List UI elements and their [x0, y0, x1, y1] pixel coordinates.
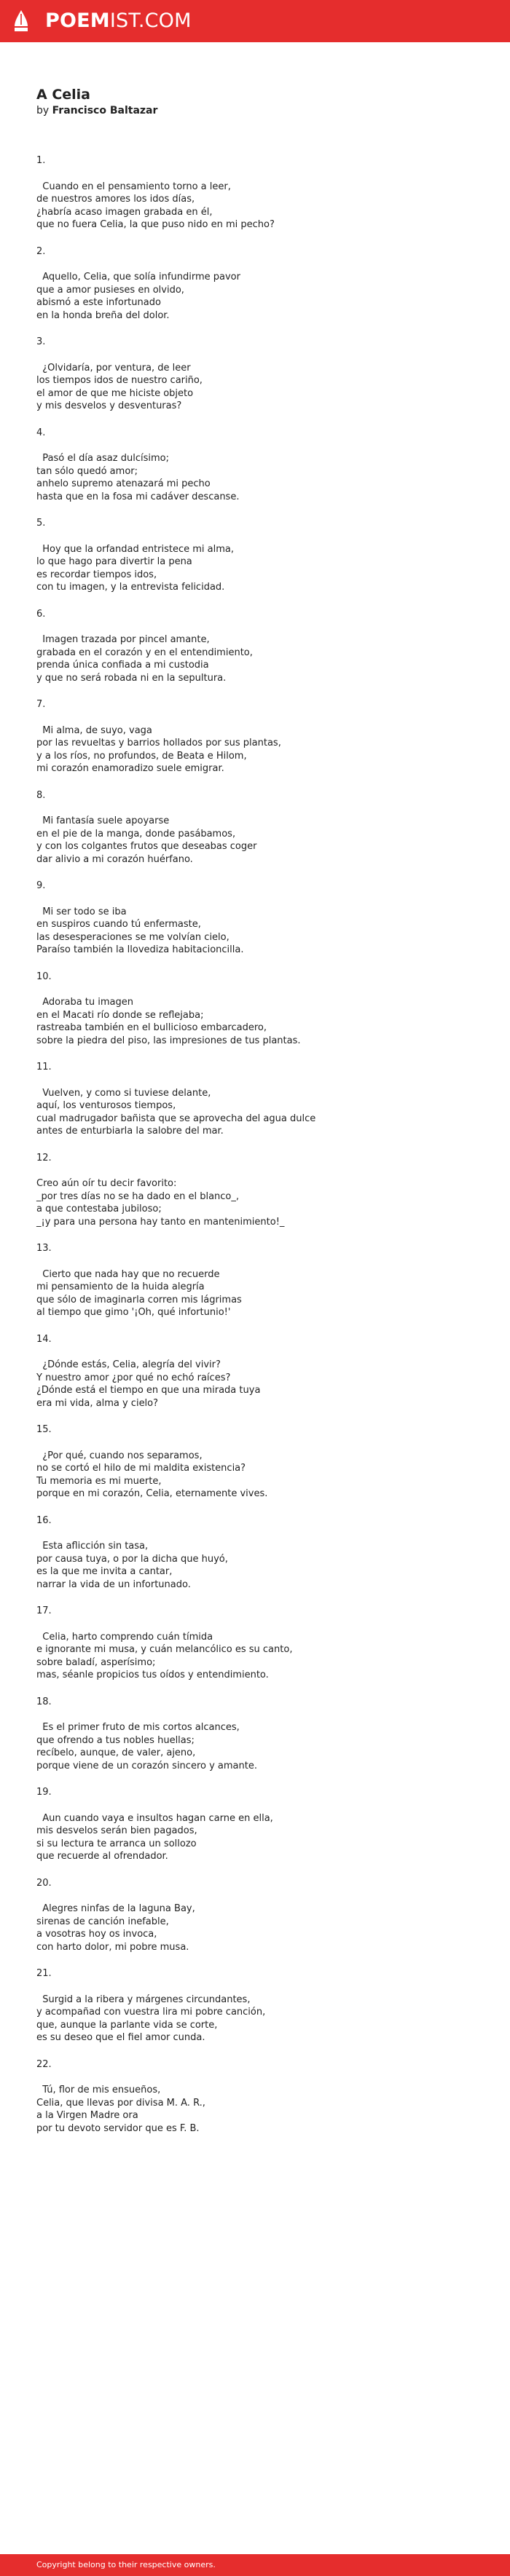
poem-line: sobre la piedra del piso, las impresiones de tus plantas. — [36, 1035, 301, 1046]
poem-line: ¿Olvidaría, por ventura, de leer — [36, 362, 191, 374]
stanza-lines — [36, 181, 488, 232]
poem-line: mi pensamiento de la huida alegría — [36, 1281, 205, 1292]
poem-stanza — [36, 880, 488, 957]
poem-line: rastreaba también en el bullicioso embarcadero, — [36, 1022, 267, 1033]
stanza-lines — [36, 996, 488, 1047]
poem-stanza — [36, 427, 488, 504]
poem-line: Mi ser todo se iba — [36, 906, 127, 917]
poem-stanza — [36, 971, 488, 1048]
poem-line: Aquello, Celia, que solía infundirme pavor — [36, 272, 240, 283]
poem-stanza — [36, 1877, 488, 1954]
poem-line: lo que hago para divertir la pena — [36, 556, 192, 567]
poem-line: hasta que en la fosa mi cadáver descanse. — [36, 491, 240, 502]
poem-line: Surgid a la ribera y márgenes circundantes, — [36, 1994, 251, 2005]
stanza-number: 17. — [36, 1605, 52, 1616]
byline-prefix: by — [36, 105, 50, 116]
poem-line: en la honda breña del dolor. — [36, 309, 170, 321]
poem-line: Cuando en el pensamiento torno a leer, — [36, 181, 231, 192]
poem-line: sirenas de canción inefable, — [36, 1916, 169, 1927]
poem-line: Alegres ninfas de la laguna Bay, — [36, 1903, 195, 1914]
poem-stanza — [36, 517, 488, 594]
poem-line: ¿Dónde está el tiempo en que una mirada tuya — [36, 1385, 261, 1396]
poem-stanza — [36, 1514, 488, 1592]
poem-line: ¿Por qué, cuando nos separamos, — [36, 1450, 203, 1461]
poem-line: Imagen trazada por pincel amante, — [36, 634, 210, 645]
poem-line: con harto dolor, mi pobre musa. — [36, 1941, 189, 1953]
poem-line: ¿Dónde estás, Celia, alegría del vivir? — [36, 1359, 221, 1370]
poem-line: con tu imagen, y la entrevista felicidad. — [36, 582, 225, 593]
stanza-number: 16. — [36, 1514, 52, 1526]
poem-stanza — [36, 1061, 488, 1138]
poem-line: que, aunque la parlante vida se corte, — [36, 2019, 218, 2031]
stanza-number: 13. — [36, 1243, 52, 1254]
poem-line: Tu memoria es mi muerte, — [36, 1475, 162, 1487]
poem-line: es la que me invita a cantar, — [36, 1566, 173, 1577]
poem-line: Es el primer fruto de mis cortos alcances, — [36, 1722, 240, 1733]
poem-line: las desesperaciones se me volvían cielo, — [36, 931, 230, 943]
poem-line: y acompañad con vuestra lira mi pobre canción, — [36, 2007, 266, 2018]
stanza-number: 6. — [36, 608, 46, 620]
stanza-lines — [36, 362, 488, 413]
poem-line: Celia, que llevas por divisa M. A. R., — [36, 2097, 205, 2109]
poem-line: a la Virgen Madre ora — [36, 2110, 138, 2121]
poem-line: Y nuestro amor ¿por qué no echó raíces? — [36, 1372, 231, 1383]
poem-stanza — [36, 1605, 488, 1682]
poem-stanzas — [36, 154, 488, 2135]
poem-title: A Celia — [36, 87, 90, 103]
poem-line: Aun cuando vaya e insultos hagan carne en ella, — [36, 1812, 273, 1824]
poem-line: narrar la vida de un infortunado. — [36, 1579, 191, 1590]
logo-rest-text: IST.COM — [109, 9, 192, 32]
stanza-number: 3. — [36, 336, 46, 347]
poem-line: el amor de que me hiciste objeto — [36, 387, 194, 399]
poem-line: _por tres días no se ha dado en el blanco_, — [36, 1190, 240, 1202]
logo-bold-text: POEM — [45, 9, 110, 32]
poem-stanza — [36, 154, 488, 232]
footer-copyright: Copyright belong to their respective owners. — [36, 2560, 216, 2569]
poem-line: dar alivio a mi corazón huérfano. — [36, 853, 193, 865]
poem-line: Pasó el día asaz dulcísimo; — [36, 453, 169, 464]
stanza-number: 19. — [36, 1787, 52, 1798]
site-logo[interactable] — [45, 8, 192, 34]
poem-stanza — [36, 608, 488, 685]
poem-line: Vuelven, y como si tuviese delante, — [36, 1087, 211, 1099]
poem-line: Celia, harto comprendo cuán tímida — [36, 1631, 213, 1643]
poem-line: que no fuera Celia, la que puso nido en mi pecho? — [36, 219, 275, 230]
poem-line: aquí, los venturosos tiempos, — [36, 1100, 176, 1111]
poem-stanza — [36, 698, 488, 775]
poem-line: por las revueltas y barrios hollados por sus plantas, — [36, 738, 281, 748]
poem-line: a que contestaba jubiloso; — [36, 1204, 162, 1214]
poem-line: que ofrendo a tus nobles huellas; — [36, 1734, 195, 1746]
poem-line: y con los colgantes frutos que deseabas coger — [36, 841, 257, 852]
poem-line: Cierto que nada hay que no recuerde — [36, 1268, 220, 1280]
stanza-lines — [36, 271, 488, 322]
poem-line: al tiempo que gimo '¡Oh, qué infortunio!' — [36, 1307, 231, 1318]
poem-line: e ignorante mi musa, y cuán melancólico es su canto, — [36, 1644, 293, 1655]
poem-stanza — [36, 245, 488, 323]
poem-stanza — [36, 1152, 488, 1229]
poem-line: Creo aún oír tu decir favorito: — [36, 1178, 177, 1189]
stanza-number: 7. — [36, 699, 46, 710]
poem-line: tan sólo quedó amor; — [36, 465, 138, 477]
poem-line: es su deseo que el fiel amor cunda. — [36, 2032, 205, 2043]
stanza-lines — [36, 906, 488, 957]
stanza-number: 4. — [36, 427, 46, 438]
stanza-number: 1. — [36, 155, 46, 166]
poem-line: Mi alma, de suyo, vaga — [36, 724, 152, 736]
stanza-lines — [36, 452, 488, 503]
poem-line: era mi vida, alma y cielo? — [36, 1397, 159, 1409]
stanza-lines — [36, 815, 488, 866]
poem-line: por causa tuya, o por la dicha que huyó, — [36, 1553, 228, 1565]
stanza-lines — [36, 2084, 488, 2135]
stanza-number: 12. — [36, 1152, 52, 1163]
stanza-number: 10. — [36, 971, 52, 982]
poem-line: antes de enturbiarla la salobre del mar. — [36, 1126, 224, 1137]
poem-line: que recuerde al ofrendador. — [36, 1851, 168, 1862]
poem-line: Tú, flor de mis ensueños, — [36, 2085, 161, 2095]
poem-line: que sólo de imaginarla corren mis lágrimas — [36, 1294, 242, 1305]
poem-line: porque en mi corazón, Celia, eternamente vives. — [36, 1488, 268, 1499]
poem-line: los tiempos idos de nuestro cariño, — [36, 375, 203, 386]
stanza-lines — [36, 1540, 488, 1591]
stanza-lines — [36, 1903, 488, 1953]
poem-line: Paraíso también la llovediza habitacioncilla. — [36, 944, 244, 955]
site-footer — [0, 2554, 510, 2576]
stanza-number: 5. — [36, 518, 46, 529]
poem-line: abismó a este infortunado — [36, 297, 161, 308]
poem-line: en suspiros cuando tú enfermaste, — [36, 919, 201, 930]
stanza-lines — [36, 1450, 488, 1501]
poem-line: y mis desvelos y desventuras? — [36, 400, 182, 411]
stanza-lines — [36, 1087, 488, 1138]
poem-byline — [36, 103, 488, 118]
stanza-lines — [36, 724, 488, 775]
stanza-number: 18. — [36, 1696, 52, 1707]
stanza-lines — [36, 1359, 488, 1410]
poem-stanza — [36, 1423, 488, 1501]
stanza-lines — [36, 1268, 488, 1319]
poem-line: grabada en el corazón y en el entendimiento, — [36, 647, 253, 658]
stanza-number: 9. — [36, 880, 46, 891]
stanza-number: 15. — [36, 1424, 52, 1435]
poem-line: anhelo supremo atenazará mi pecho — [36, 478, 211, 489]
stanza-number: 2. — [36, 245, 46, 257]
stanza-lines — [36, 1631, 488, 1682]
poem-line: en el Macati río donde se reflejaba; — [36, 1009, 204, 1021]
poem-line: y que no será robada ni en la sepultura. — [36, 672, 227, 684]
poem-line: es recordar tiempos idos, — [36, 569, 157, 580]
poem-stanza — [36, 336, 488, 413]
stanza-lines — [36, 543, 488, 594]
poem-line: en el pie de la manga, donde pasábamos, — [36, 828, 236, 839]
stanza-number: 8. — [36, 789, 46, 801]
poem-stanza — [36, 1967, 488, 2044]
poem-line: que a amor pusieses en olvido, — [36, 284, 184, 296]
stanza-number: 20. — [36, 1877, 52, 1889]
poem-line: sobre baladí, asperísimo; — [36, 1656, 156, 1668]
stanza-lines — [36, 1177, 488, 1228]
stanza-number: 22. — [36, 2058, 52, 2070]
site-header — [0, 0, 510, 42]
stanza-lines — [36, 633, 488, 684]
poem-line: de nuestros amores los idos días, — [36, 194, 195, 205]
poem-stanza — [36, 1786, 488, 1863]
poem-line: y a los ríos, no profundos, de Beata e Hilom, — [36, 750, 247, 762]
stanza-number: 14. — [36, 1333, 52, 1345]
poem-line: porque viene de un corazón sincero y amante. — [36, 1760, 257, 1771]
poem-line: si su lectura te arranca un sollozo — [36, 1838, 197, 1849]
stanza-lines — [36, 1721, 488, 1772]
poem-line: recíbelo, aunque, de valer, ajeno, — [36, 1747, 196, 1758]
poem-line: prenda única confiada a mi custodia — [36, 660, 209, 671]
poem-line: Mi fantasía suele apoyarse — [36, 815, 170, 826]
poem-line: ¿habría acaso imagen grabada en él, — [36, 206, 213, 218]
poem-line: Esta aflicción sin tasa, — [36, 1541, 149, 1552]
poem-line: mis desvelos serán bien pagados, — [36, 1825, 197, 1836]
poem-stanza — [36, 1696, 488, 1773]
stanza-lines — [36, 1994, 488, 2044]
poem-stanza — [36, 1242, 488, 1319]
poem-line: mi corazón enamoradizo suele emigrar. — [36, 763, 224, 774]
stanza-lines — [36, 1812, 488, 1863]
quill-pen-icon[interactable] — [13, 9, 29, 33]
poem-author[interactable]: Francisco Baltazar — [52, 105, 158, 116]
poem-line: cual madrugador bañista que se aprovecha del agua dulce — [36, 1113, 316, 1124]
poem-stanza — [36, 2058, 488, 2136]
poem-stanza — [36, 1333, 488, 1410]
poem-line: a vosotras hoy os invoca, — [36, 1929, 157, 1940]
poem-line: _¡y para una persona hay tanto en mantenimiento!_ — [36, 1216, 285, 1228]
poem-stanza — [36, 789, 488, 866]
poem-line: mas, séanle propicios tus oídos y entendimiento. — [36, 1670, 269, 1680]
poem-line: Adoraba tu imagen — [36, 997, 133, 1008]
stanza-number: 11. — [36, 1062, 52, 1072]
stanza-number: 21. — [36, 1968, 52, 1979]
poem-line: por tu devoto servidor que es F. B. — [36, 2122, 200, 2134]
poem-content — [36, 86, 488, 2149]
poem-line: Hoy que la orfandad entristece mi alma, — [36, 543, 235, 555]
poem-line: no se cortó el hilo de mi maldita existencia? — [36, 1463, 246, 1474]
